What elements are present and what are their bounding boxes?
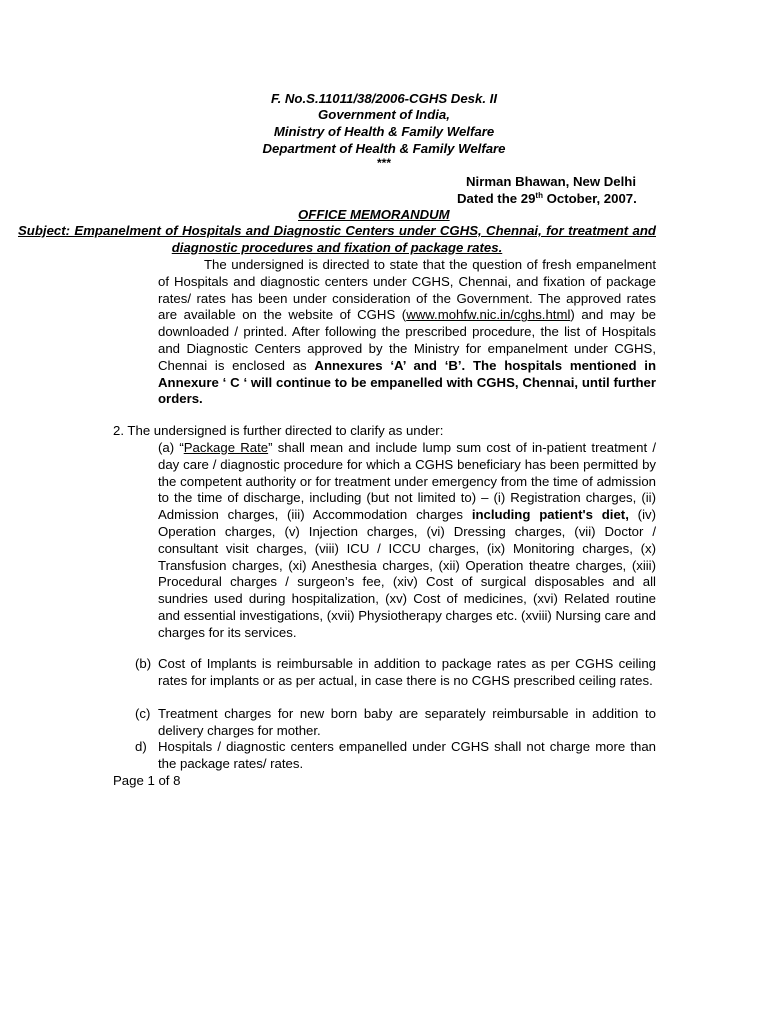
date-prefix: Dated the 29 — [457, 191, 536, 206]
date-line — [457, 191, 637, 208]
clause-b-label: (b) — [135, 656, 152, 671]
date-suffix-sup: th — [535, 191, 543, 200]
subject-line: Subject: Empanelment of Hospitals and Diagnostic Centers under CGHS, Chennai, for treatment and diagnostic procedures and fixation of package rates. — [18, 223, 656, 255]
para1-annexure-bold: Annexures ‘A’ and ‘B’. The hospitals mentioned in Annexure ‘ C ‘ will continue to be empanelled with CGHS, Chennai, until further orders. — [158, 357, 656, 407]
separator-stars: *** — [376, 156, 391, 170]
clause-d-text: Hospitals / diagnostic centers empanelled under CGHS shall not charge more than the package rates/ rates. — [158, 739, 656, 771]
page-number: Page 1 of 8 — [113, 773, 181, 788]
para1-text-b: ) and may be downloaded / printed. After following the prescribed procedure, the list of Hospitals and Diagnostic Centers approved by the Ministry for empanelment under CGHS, Chennai is enclosed as — [158, 307, 657, 373]
ministry-line: Ministry of Health & Family Welfare — [273, 124, 495, 139]
department-line: Department of Health & Family Welfare — [262, 141, 506, 156]
clause-c-text: Treatment charges for new born baby are separately reimbursable in addition to delivery charges for mother. — [158, 706, 656, 738]
clause-d-label: d) — [135, 739, 147, 754]
paragraph-2-intro: 2. The undersigned is further directed to clarify as under: — [113, 423, 444, 438]
clause-a-text-b: (iv) Operation charges, (v) Injection charges, (vi) Dressing charges, (vii) Doctor / consultant visit charges, (viii) ICU / ICCU charges, (ix) Monitoring charges, (x) Transfusion charges, (xi) Anesthesia charges, (xii) Operation theatre charges, (xiii) Procedural charges / surgeon’s fee, (xiv) Cost of surgical disposables and all sundries used during hospitalization, (xv) Cost of medicines, (xvi) Related routine and essential investigations, (xvii) Physiotherapy charges etc. (xviii) Nursing care and charges for its services. — [158, 507, 656, 640]
government-line: Government of India, — [318, 107, 450, 122]
clause-a — [158, 440, 656, 642]
para1-text-a: The undersigned is directed to state that the question of fresh empanelment of Hospitals and diagnostic centers under CGHS, Chennai, and fixation of package rates/ rates has been under consideration of the Government. The approved rates are available on the website of CGHS ( — [158, 257, 656, 323]
memo-title: OFFICE MEMORANDUM — [298, 207, 450, 222]
file-number: F. No.S.11011/38/2006-CGHS Desk. II — [270, 91, 497, 106]
clause-a-bold: including patient's diet, — [471, 507, 629, 523]
clause-c-label: (c) — [135, 706, 151, 721]
package-rate-term: Package Rate — [183, 440, 269, 455]
clause-b-text: Cost of Implants is reimbursable in addition to package rates as per CGHS ceiling rates for implants or as per actual, in case there is no CGHS prescribed ceiling rates. — [158, 656, 656, 688]
date-suffix: October, 2007. — [542, 191, 637, 206]
paragraph-1 — [158, 257, 656, 408]
clause-a-label: (a) “ — [158, 440, 184, 455]
clause-a-text-a: ” shall mean and include lump sum cost of in-patient treatment / day care / diagnostic procedure for which a CGHS beneficiary has been permitted by the competent authority or for treatment under emergency from the time of admission to the time of discharge, including (but not limited to) – (i) Registration charges, (ii) Admission charges, (iii) Accommodation charges — [158, 440, 656, 523]
cghs-website-link[interactable]: www.mohfw.nic.in/cghs.html — [406, 307, 571, 323]
place-line: Nirman Bhawan, New Delhi — [466, 174, 637, 189]
